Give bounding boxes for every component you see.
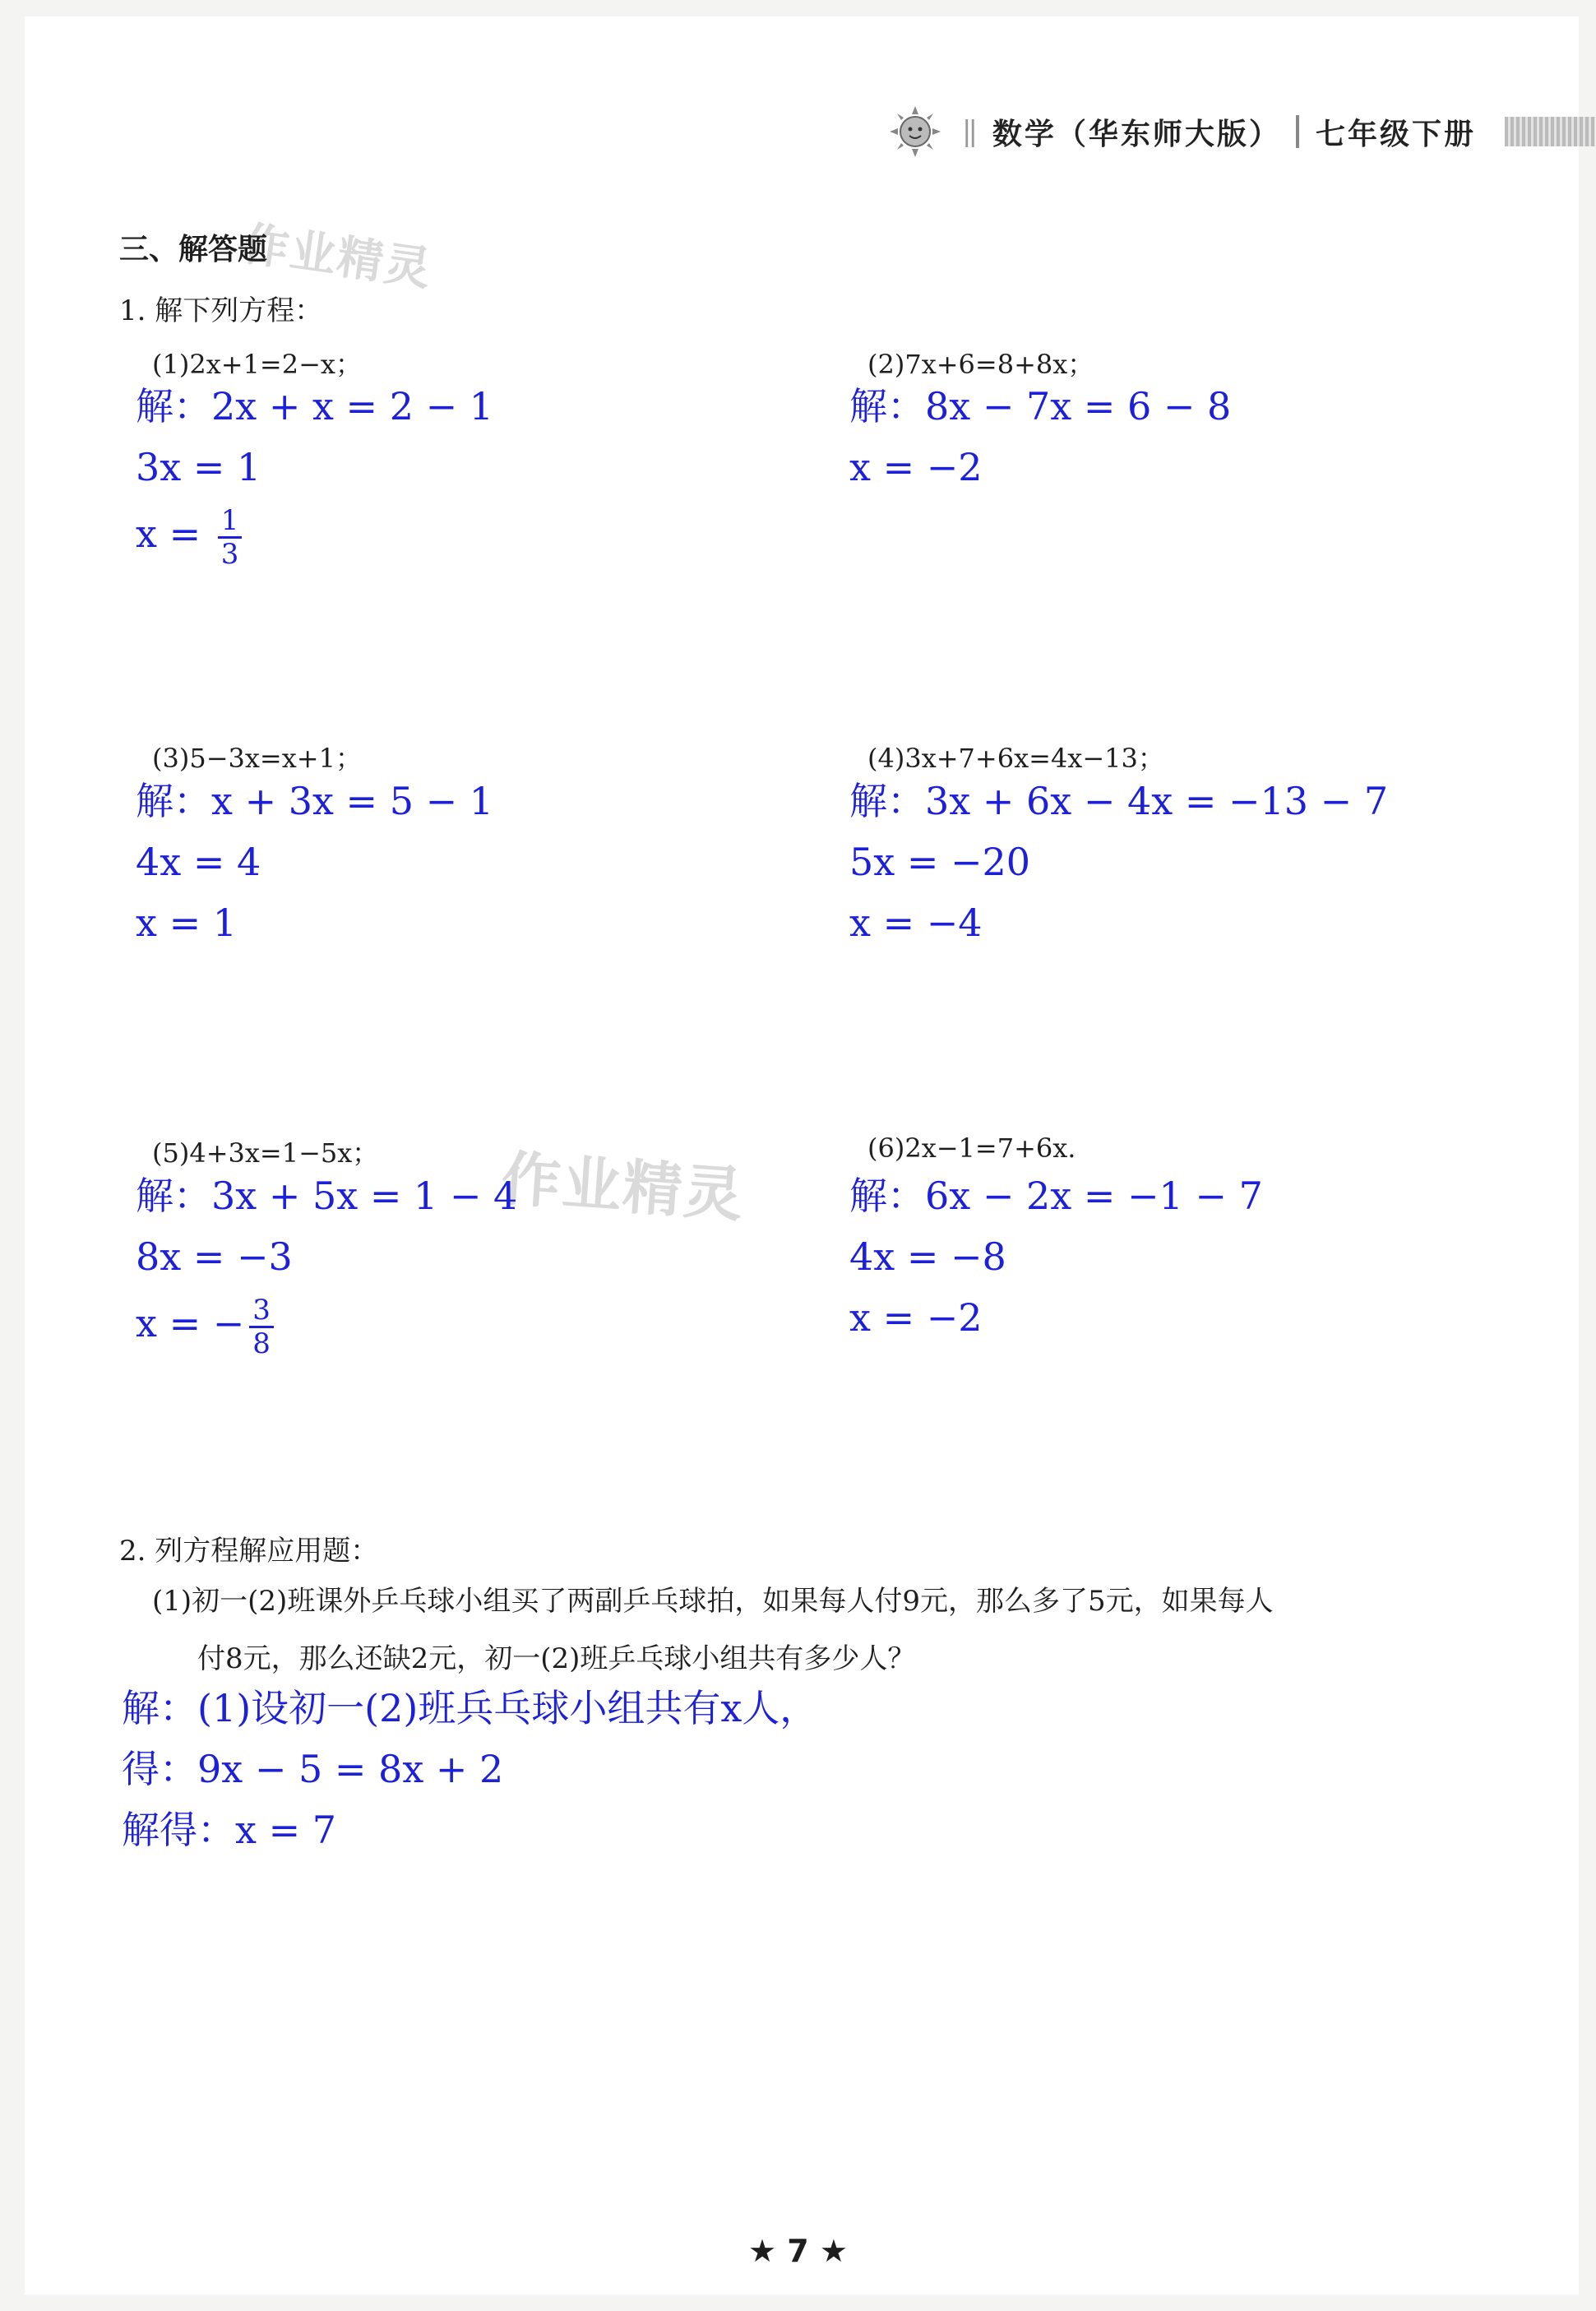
problem-1-prompt: (1)2x+1=2−x； <box>152 349 362 380</box>
watermark: 作业精灵 <box>238 217 436 297</box>
question-2-title: 2. 列方程解应用题： <box>119 1535 379 1568</box>
page-number: ★ 7 ★ <box>747 2233 849 2269</box>
final-prefix: x = <box>136 512 213 556</box>
answer-final <box>136 1287 517 1359</box>
answer-line: 3x = 1 <box>136 445 261 489</box>
page-header <box>888 99 1595 164</box>
watermark: 作业精灵 <box>499 1143 747 1230</box>
problem-4-answer <box>849 771 1388 953</box>
header-separator <box>1296 115 1299 148</box>
problem-3-prompt: (3)5−3x=x+1； <box>152 743 362 774</box>
fraction <box>249 1294 274 1359</box>
answer-line: 解：2x + x = 2 − 1 <box>136 384 494 428</box>
answer-line: x = −2 <box>849 1295 983 1340</box>
answer-line: 5x = −20 <box>849 840 1031 884</box>
answer-line: 解：3x + 5x = 1 − 4 <box>136 1174 518 1218</box>
section-title: 三、解答题 <box>119 233 268 266</box>
fraction-numerator: 3 <box>249 1294 274 1328</box>
problem-5-prompt: (5)4+3x=1−5x； <box>152 1137 379 1169</box>
header-subject: 数学（华东师大版） <box>992 116 1281 151</box>
answer-line: 解：8x − 7x = 6 − 8 <box>849 384 1232 428</box>
sun-mascot-icon <box>888 104 942 159</box>
answer-line: 解得：x = 7 <box>122 1808 336 1852</box>
question-1-title: 1. 解下列方程： <box>119 294 323 327</box>
problem-2-answer <box>849 376 1231 498</box>
problem-2-prompt: (2)7x+6=8+8x； <box>867 349 1094 380</box>
fraction-denominator: 8 <box>252 1327 271 1360</box>
answer-line: 解：(1)设初一(2)班兵乓球小组共有x人， <box>122 1686 818 1730</box>
problem-3-answer <box>136 771 493 953</box>
answer-line: 得：9x − 5 = 8x + 2 <box>122 1747 504 1791</box>
answer-line: 8x = −3 <box>136 1234 293 1279</box>
fraction <box>218 505 243 570</box>
fraction-denominator: 3 <box>220 537 239 571</box>
fraction-numerator: 1 <box>218 505 243 539</box>
answer-line: 解：6x − 2x = −1 − 7 <box>849 1174 1263 1218</box>
answer-line: 解：x + 3x = 5 − 1 <box>136 779 494 823</box>
problem-4-prompt: (4)3x+7+6x=4x−13； <box>867 743 1164 774</box>
answer-line: x = −2 <box>849 445 983 489</box>
header-divider-icon: || <box>962 115 974 148</box>
question-2-answer <box>122 1678 817 1860</box>
answer-final <box>136 498 493 570</box>
header-grade: 七年级下册 <box>1315 116 1476 151</box>
problem-1-answer <box>136 376 493 570</box>
final-prefix: x = − <box>136 1301 245 1345</box>
header-decor-bar <box>1505 117 1595 146</box>
problem-6-answer <box>849 1165 1263 1348</box>
question-2-text-line-2: 付8元，那么还缺2元，初一(2)班乒乓球小组共有多少人？ <box>197 1642 916 1675</box>
problem-5-answer <box>136 1165 517 1359</box>
answer-line: 4x = 4 <box>136 840 261 884</box>
question-2-text-line-1: (1)初一(2)班课外乒乓球小组买了两副乒乓球拍，如果每人付9元，那么多了5元，如果每人 <box>152 1585 1274 1618</box>
answer-line: x = 1 <box>136 901 237 945</box>
answer-line: 解：3x + 6x − 4x = −13 − 7 <box>849 779 1389 823</box>
problem-6-prompt: (6)2x−1=7+6x. <box>867 1132 1076 1164</box>
answer-line: x = −4 <box>849 901 983 945</box>
answer-line: 4x = −8 <box>849 1234 1006 1279</box>
